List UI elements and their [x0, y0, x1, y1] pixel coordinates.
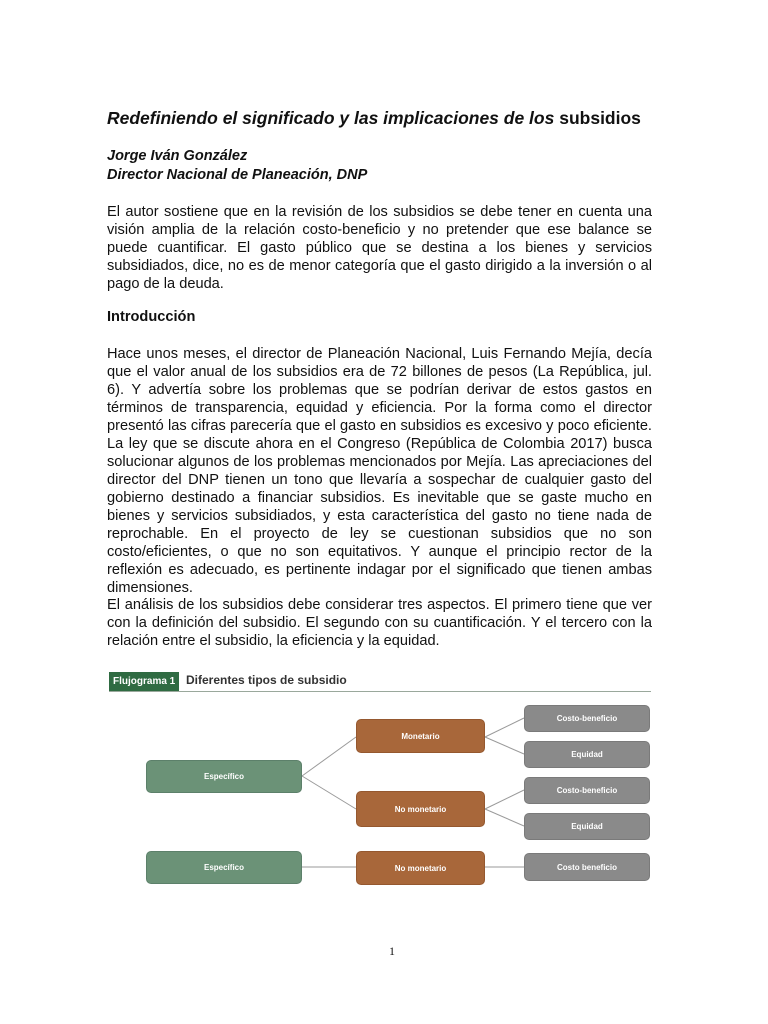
node-no-monetario-2: No monetario	[356, 851, 485, 885]
node-monetario: Monetario	[356, 719, 485, 753]
connector-nomonetario-equidad	[485, 809, 524, 826]
node-especifico-1: Específico	[146, 760, 302, 793]
figure-title: Diferentes tipos de subsidio	[186, 673, 347, 687]
figure-badge: Flujograma 1	[109, 672, 179, 692]
connector-nomonetario-costo	[485, 790, 524, 809]
connector-monetario-equidad	[485, 737, 524, 754]
body-paragraph-1: Hace unos meses, el director de Planeación Nacional, Luis Fernando Mejía, decía que el valor anual de los subsidios era de 72 billones de pesos (La República, jul. 6). Y advertía sobre los problemas que se podrían derivar de estos gastos en términos de transparencia, equidad y eficiencia. Por la forma como el director presentó las cifras parecería que el gasto en subsidios es excesivo y poco eficiente. La ley que se discute ahora en el Congreso (República de Colombia 2017) busca solucionar algunos de los problemas mencionados por Mejía. Las apreciaciones del director del DNP tienen un tono que llevaría a sospechar de cualquier gasto del gobierno destinado a financiar subsidios. Es inevitable que se gaste mucho en bienes y servicios subsidiados, y esta característica del gasto no tiene nada de reprochable. En el proyecto de ley se cuestionan subsidios que no son costo/eficientes, o que no son equitativos. Y aunque el principio rector de la reflexión es adecuado, es pertinente indagar por el significado que tienen ambas dimensiones.	[107, 346, 652, 596]
connector-monetario-costo	[485, 718, 524, 737]
article-title	[107, 108, 641, 129]
node-equidad-1: Equidad	[524, 741, 650, 768]
title-italic-part: Redefiniendo el significado y las implicaciones de los	[107, 108, 555, 128]
figure-divider	[109, 691, 651, 692]
node-no-monetario-1: No monetario	[356, 791, 485, 827]
abstract-paragraph: El autor sostiene que en la revisión de los subsidios se debe tener en cuenta una visión amplia de la relación costo-beneficio y no pretender que ese balance se puede cuantificar. El gasto público que se destina a los bienes y servicios subsidiados, dice, no es de menor categoría que el gasto dirigido a la inversión o al pago de la deuda.	[107, 204, 652, 292]
page-number: 1	[389, 944, 395, 958]
author-role: Director Nacional de Planeación, DNP	[107, 167, 368, 183]
node-equidad-2: Equidad	[524, 813, 650, 840]
node-costo-beneficio-3: Costo beneficio	[524, 853, 650, 881]
author-name: Jorge Iván González	[107, 148, 248, 164]
title-plain-part: subsidios	[559, 108, 641, 128]
node-costo-beneficio-2: Costo-beneficio	[524, 777, 650, 804]
connector-root-monetario	[302, 737, 356, 776]
section-heading: Introducción	[107, 309, 196, 325]
node-especifico-2: Específico	[146, 851, 302, 884]
body-paragraph-2: El análisis de los subsidios debe considerar tres aspectos. El primero tiene que ver con la definición del subsidio. El segundo con su cuantificación. Y el tercero con la relación entre el subsidio, la eficiencia y la equidad.	[107, 597, 652, 649]
connector-root-nomonetario	[302, 776, 356, 809]
node-costo-beneficio-1: Costo-beneficio	[524, 705, 650, 732]
